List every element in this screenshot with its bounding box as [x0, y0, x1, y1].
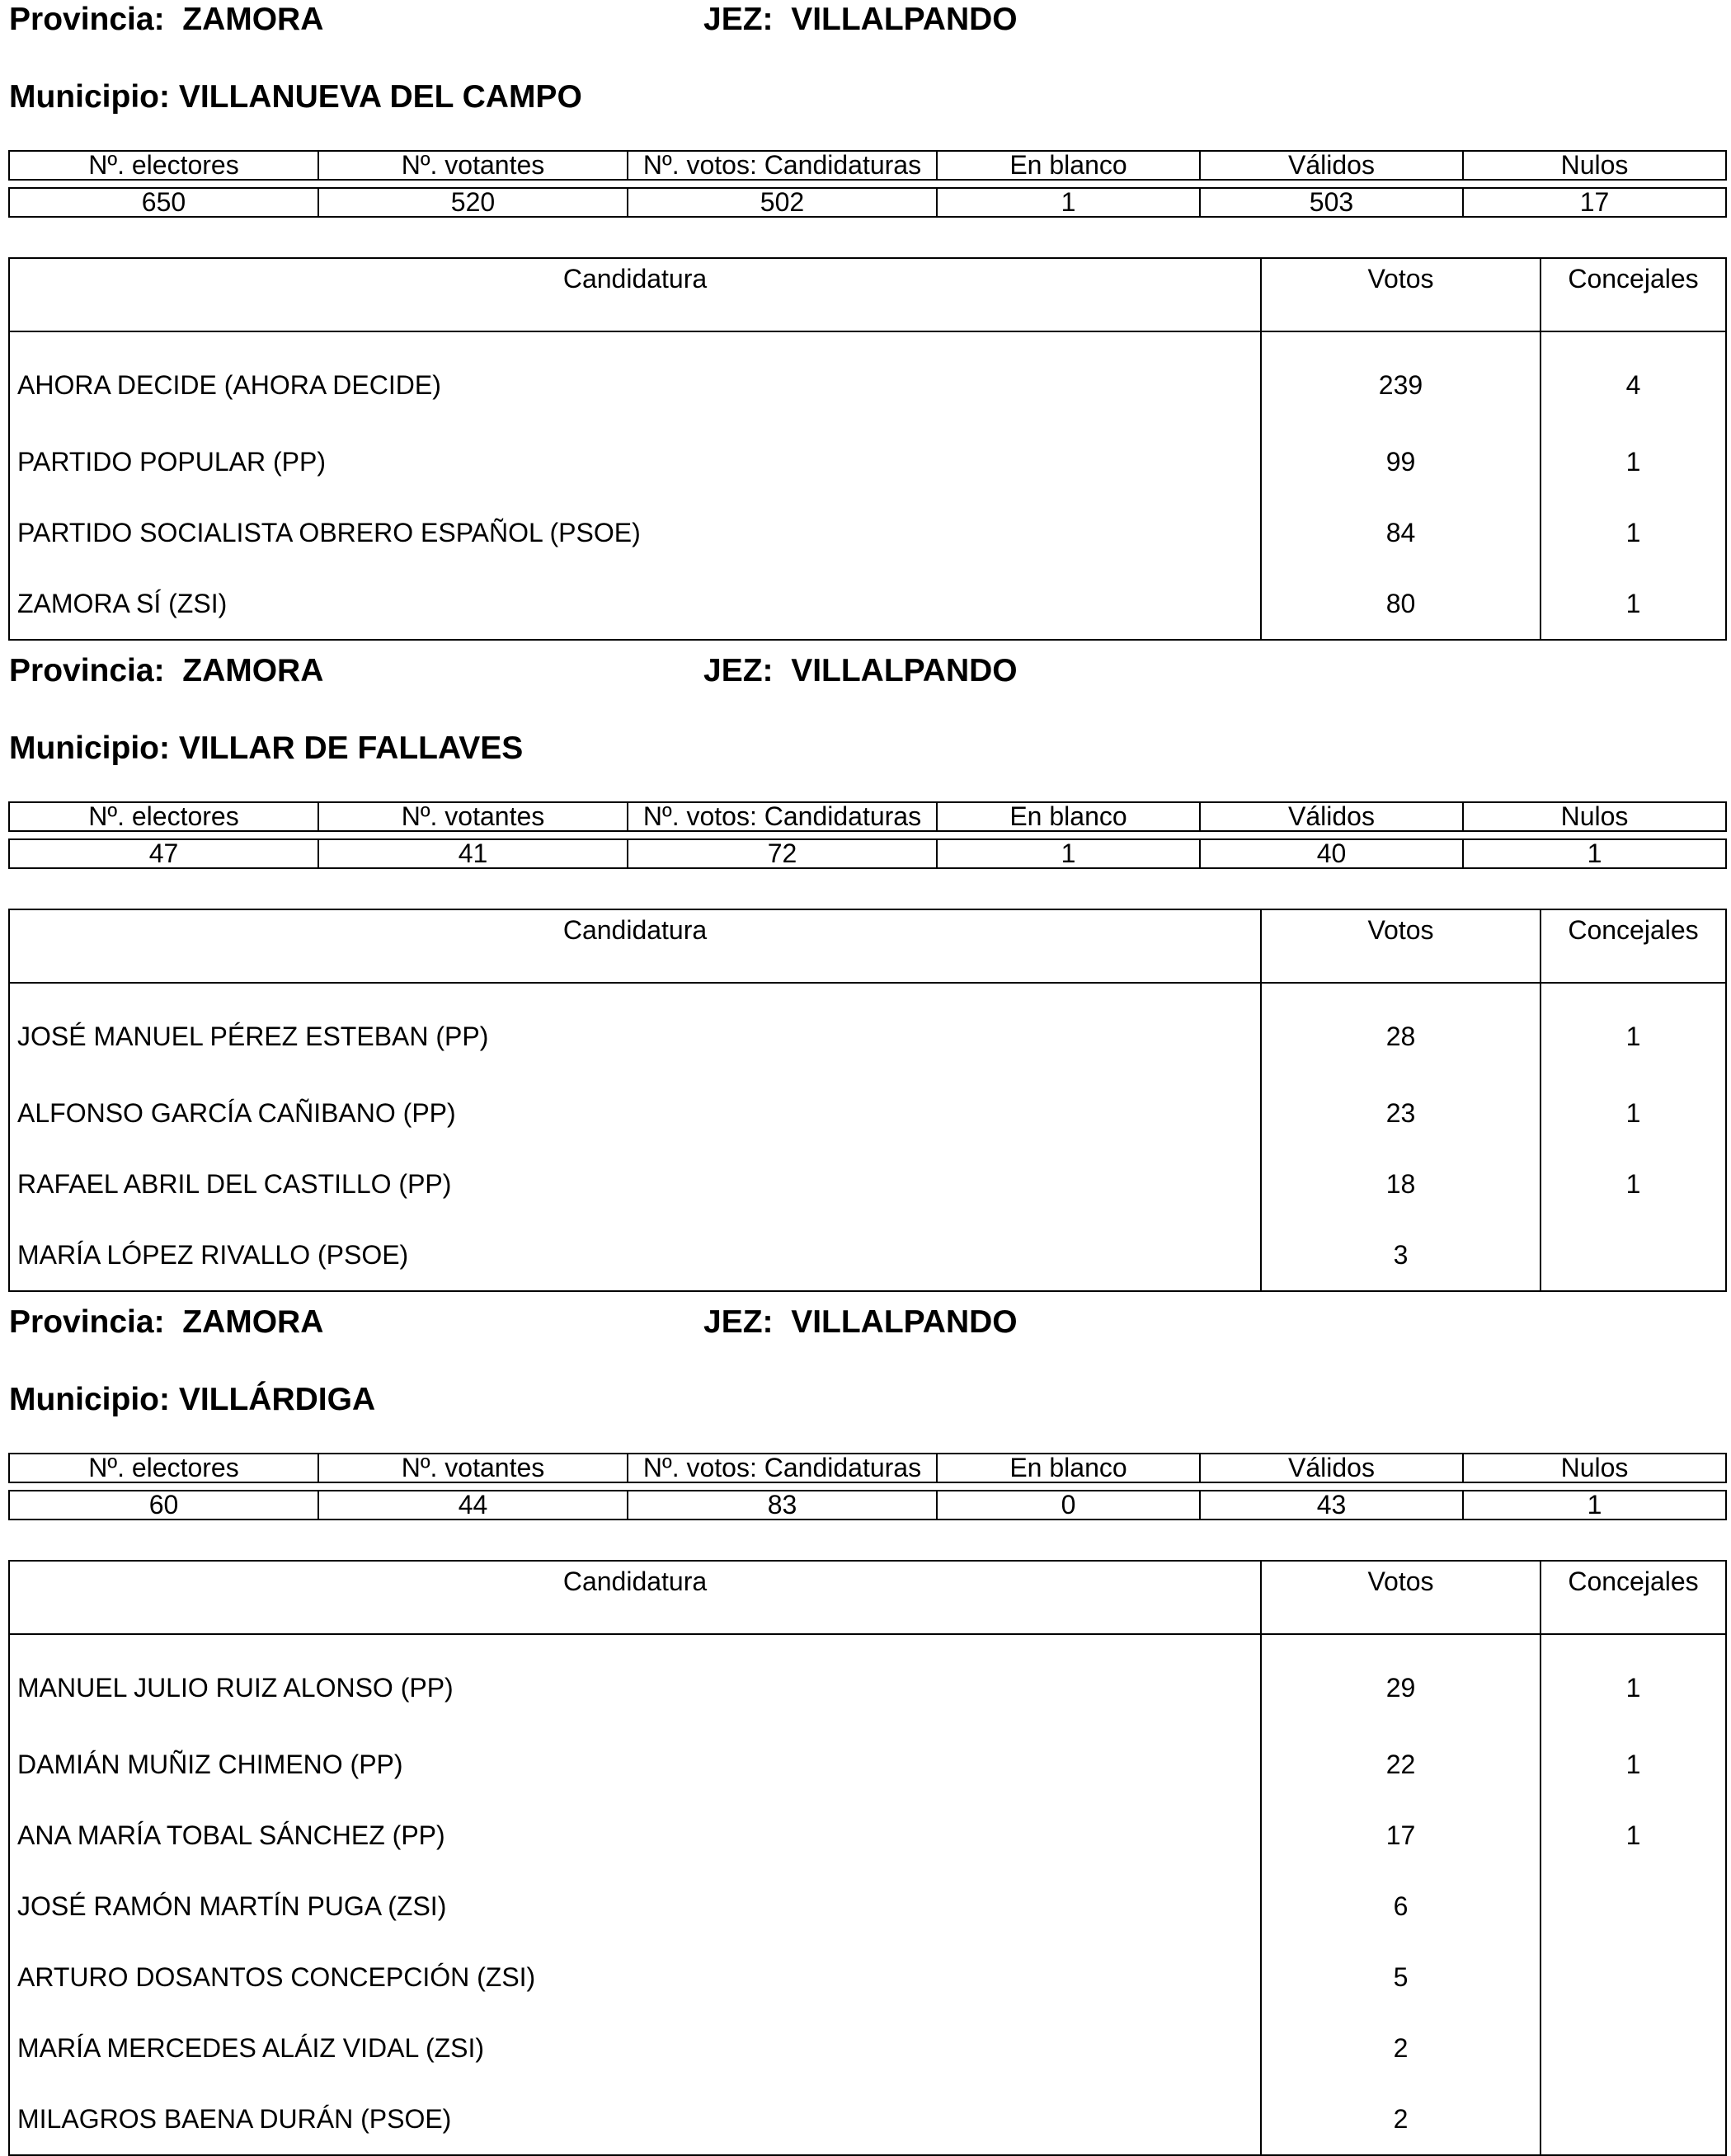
stats-table	[8, 1453, 1727, 1520]
candidate-seats	[1540, 2013, 1726, 2083]
candidates-header-row	[9, 909, 1726, 983]
candidate-name: ALFONSO GARCÍA CAÑIBANO (PP)	[9, 1078, 1261, 1148]
stat-header-votos-candidaturas: Nº. votos: Candidaturas	[628, 1454, 937, 1482]
municipality-section	[0, 0, 1731, 651]
candidate-seats: 1	[1540, 497, 1726, 568]
candidatura-header: Candidatura	[9, 1561, 1261, 1634]
stat-validos: 40	[1200, 839, 1463, 868]
candidate-seats	[1540, 1942, 1726, 2013]
stats-header-row	[9, 151, 1726, 180]
stat-header-electores: Nº. electores	[9, 1454, 318, 1482]
votos-header: Votos	[1261, 258, 1540, 331]
municipio-label: Municipio:	[9, 79, 170, 115]
candidate-row	[9, 1219, 1726, 1291]
candidate-seats: 4	[1540, 331, 1726, 426]
stat-votantes: 44	[318, 1491, 628, 1520]
stat-header-validos: Válidos	[1200, 1454, 1463, 1482]
candidate-name: DAMIÁN MUÑIZ CHIMENO (PP)	[9, 1729, 1261, 1800]
municipality-section	[0, 1303, 1731, 2134]
candidates-header-row	[9, 258, 1726, 331]
jez-value: VILLALPANDO	[791, 2, 1018, 37]
candidatura-header: Candidatura	[9, 258, 1261, 331]
stat-header-votantes: Nº. votantes	[318, 151, 628, 180]
provincia-label: Provincia:	[9, 1304, 165, 1340]
stat-header-electores: Nº. electores	[9, 151, 318, 180]
stat-votos-candidaturas: 83	[628, 1491, 937, 1520]
stat-header-en-blanco: En blanco	[937, 802, 1200, 831]
candidate-seats: 1	[1540, 426, 1726, 497]
candidate-seats: 1	[1540, 1800, 1726, 1871]
candidate-seats: 1	[1540, 568, 1726, 640]
candidate-name: AHORA DECIDE (AHORA DECIDE)	[9, 331, 1261, 426]
stat-header-votantes: Nº. votantes	[318, 802, 628, 831]
concejales-header: Concejales	[1540, 909, 1726, 983]
candidate-row	[9, 1942, 1726, 2013]
municipio-value: VILLAR DE FALLAVES	[178, 730, 524, 766]
stat-en-blanco: 1	[937, 188, 1200, 217]
candidate-name: MANUEL JULIO RUIZ ALONSO (PP)	[9, 1634, 1261, 1729]
provincia-heading	[9, 1304, 323, 1341]
candidates-table	[8, 909, 1727, 1292]
stat-header-nulos: Nulos	[1463, 1454, 1726, 1482]
candidate-row	[9, 497, 1726, 568]
candidate-votes: 29	[1261, 1634, 1540, 1729]
candidate-row	[9, 1148, 1726, 1219]
stat-en-blanco: 1	[937, 839, 1200, 868]
candidate-seats	[1540, 2083, 1726, 2155]
provincia-value: ZAMORA	[182, 653, 324, 688]
stats-table	[8, 150, 1727, 218]
stat-en-blanco: 0	[937, 1491, 1200, 1520]
candidate-votes: 23	[1261, 1078, 1540, 1148]
candidate-row	[9, 1634, 1726, 1729]
stat-nulos: 1	[1463, 1491, 1726, 1520]
candidate-row	[9, 1800, 1726, 1871]
candidate-name: ANA MARÍA TOBAL SÁNCHEZ (PP)	[9, 1800, 1261, 1871]
candidate-votes: 3	[1261, 1219, 1540, 1291]
stat-validos: 503	[1200, 188, 1463, 217]
jez-label: JEZ:	[703, 2, 774, 37]
provincia-label: Provincia:	[9, 2, 165, 37]
jez-value: VILLALPANDO	[791, 653, 1018, 688]
candidate-name: ARTURO DOSANTOS CONCEPCIÓN (ZSI)	[9, 1942, 1261, 2013]
candidatura-header: Candidatura	[9, 909, 1261, 983]
jez-label: JEZ:	[703, 653, 774, 688]
municipio-heading	[9, 1382, 375, 1418]
candidate-votes: 80	[1261, 568, 1540, 640]
stat-header-votos-candidaturas: Nº. votos: Candidaturas	[628, 802, 937, 831]
candidate-votes: 2	[1261, 2013, 1540, 2083]
candidate-seats	[1540, 1219, 1726, 1291]
stat-header-nulos: Nulos	[1463, 151, 1726, 180]
stat-validos: 43	[1200, 1491, 1463, 1520]
stat-header-validos: Válidos	[1200, 151, 1463, 180]
candidate-name: ZAMORA SÍ (ZSI)	[9, 568, 1261, 640]
candidate-votes: 239	[1261, 331, 1540, 426]
stat-nulos: 17	[1463, 188, 1726, 217]
provincia-value: ZAMORA	[182, 1304, 324, 1340]
candidate-votes: 84	[1261, 497, 1540, 568]
candidates-table	[8, 257, 1727, 641]
municipio-label: Municipio:	[9, 1382, 170, 1417]
candidate-row	[9, 568, 1726, 640]
jez-value: VILLALPANDO	[791, 1304, 1018, 1340]
candidate-row	[9, 983, 1726, 1078]
candidate-row	[9, 2083, 1726, 2155]
stat-electores: 60	[9, 1491, 318, 1520]
candidate-name: PARTIDO POPULAR (PP)	[9, 426, 1261, 497]
candidate-name: MARÍA LÓPEZ RIVALLO (PSOE)	[9, 1219, 1261, 1291]
candidate-seats	[1540, 1871, 1726, 1942]
candidate-row	[9, 1729, 1726, 1800]
jez-heading	[703, 2, 1018, 38]
candidate-row	[9, 331, 1726, 426]
candidate-name: RAFAEL ABRIL DEL CASTILLO (PP)	[9, 1148, 1261, 1219]
stats-value-row	[9, 1491, 1726, 1520]
provincia-heading	[9, 653, 323, 689]
municipality-section	[0, 651, 1731, 1303]
jez-heading	[703, 1304, 1018, 1341]
candidate-votes: 5	[1261, 1942, 1540, 2013]
stat-electores: 650	[9, 188, 318, 217]
provincia-label: Provincia:	[9, 653, 165, 688]
stat-header-validos: Válidos	[1200, 802, 1463, 831]
stat-header-votos-candidaturas: Nº. votos: Candidaturas	[628, 151, 937, 180]
candidate-votes: 6	[1261, 1871, 1540, 1942]
municipio-label: Municipio:	[9, 730, 170, 766]
concejales-header: Concejales	[1540, 1561, 1726, 1634]
stats-header-row	[9, 802, 1726, 831]
stats-value-row	[9, 188, 1726, 217]
candidate-name: JOSÉ MANUEL PÉREZ ESTEBAN (PP)	[9, 983, 1261, 1078]
stats-table	[8, 801, 1727, 869]
candidate-seats: 1	[1540, 1634, 1726, 1729]
candidate-seats: 1	[1540, 1148, 1726, 1219]
candidate-seats: 1	[1540, 1729, 1726, 1800]
candidate-row	[9, 426, 1726, 497]
candidate-name: MARÍA MERCEDES ALÁIZ VIDAL (ZSI)	[9, 2013, 1261, 2083]
stats-header-row	[9, 1454, 1726, 1482]
candidate-row	[9, 1078, 1726, 1148]
candidates-table	[8, 1560, 1727, 2156]
candidate-votes: 2	[1261, 2083, 1540, 2155]
candidate-votes: 22	[1261, 1729, 1540, 1800]
stat-header-votantes: Nº. votantes	[318, 1454, 628, 1482]
municipio-heading	[9, 79, 582, 115]
candidate-votes: 18	[1261, 1148, 1540, 1219]
candidate-name: MILAGROS BAENA DURÁN (PSOE)	[9, 2083, 1261, 2155]
candidate-name: PARTIDO SOCIALISTA OBRERO ESPAÑOL (PSOE)	[9, 497, 1261, 568]
municipio-value: VILLANUEVA DEL CAMPO	[178, 79, 582, 115]
jez-label: JEZ:	[703, 1304, 774, 1340]
stat-header-electores: Nº. electores	[9, 802, 318, 831]
stat-votos-candidaturas: 502	[628, 188, 937, 217]
candidate-votes: 28	[1261, 983, 1540, 1078]
candidate-seats: 1	[1540, 983, 1726, 1078]
stat-header-nulos: Nulos	[1463, 802, 1726, 831]
stat-header-en-blanco: En blanco	[937, 1454, 1200, 1482]
provincia-value: ZAMORA	[182, 2, 324, 37]
votos-header: Votos	[1261, 1561, 1540, 1634]
stat-nulos: 1	[1463, 839, 1726, 868]
candidate-seats: 1	[1540, 1078, 1726, 1148]
stats-value-row	[9, 839, 1726, 868]
votos-header: Votos	[1261, 909, 1540, 983]
candidate-row	[9, 1871, 1726, 1942]
municipio-value: VILLÁRDIGA	[178, 1382, 376, 1417]
jez-heading	[703, 653, 1018, 689]
stat-electores: 47	[9, 839, 318, 868]
candidates-header-row	[9, 1561, 1726, 1634]
candidate-name: JOSÉ RAMÓN MARTÍN PUGA (ZSI)	[9, 1871, 1261, 1942]
stat-votantes: 520	[318, 188, 628, 217]
candidate-votes: 99	[1261, 426, 1540, 497]
candidate-row	[9, 2013, 1726, 2083]
provincia-heading	[9, 2, 323, 38]
stat-votos-candidaturas: 72	[628, 839, 937, 868]
concejales-header: Concejales	[1540, 258, 1726, 331]
stat-votantes: 41	[318, 839, 628, 868]
stat-header-en-blanco: En blanco	[937, 151, 1200, 180]
municipio-heading	[9, 730, 523, 767]
candidate-votes: 17	[1261, 1800, 1540, 1871]
